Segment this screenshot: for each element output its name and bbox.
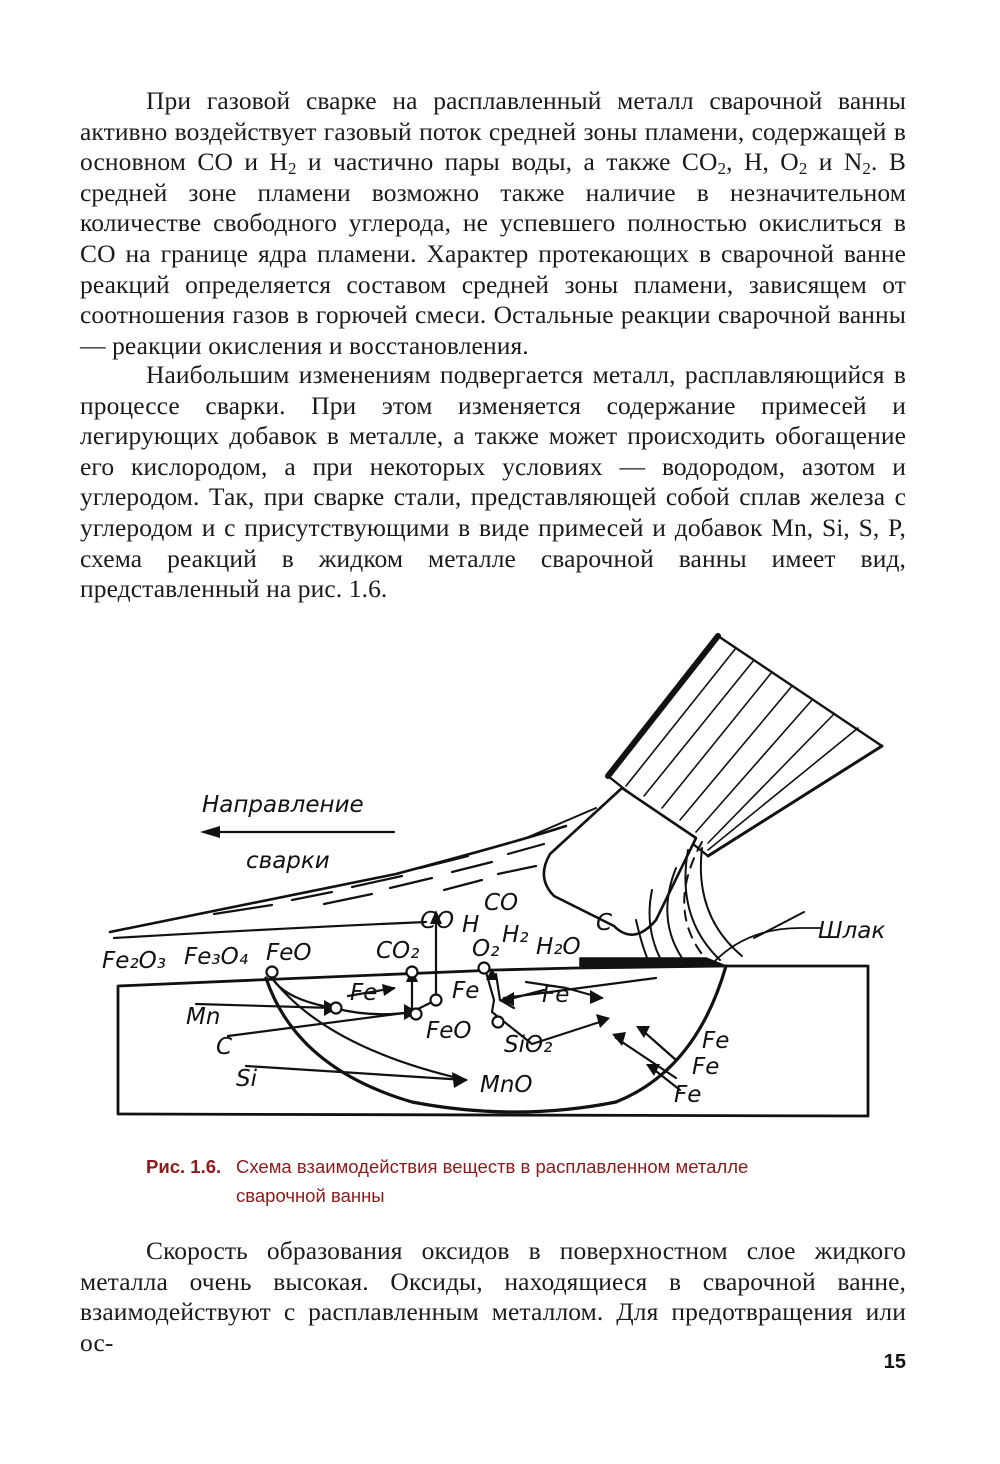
label-c-top: C xyxy=(596,910,613,936)
label-si: Si xyxy=(236,1066,257,1092)
p1-sub-2: 2 xyxy=(717,159,727,179)
label-fe-r3: Fe xyxy=(674,1082,702,1108)
paragraph-metal-changes: Наибольшим изменениям подвергается металл, расплавляющийся в процессе сварки. При этом изменяется содержание примесей и легирующих добавок в металле, а также может происходить обогащение его кислородом, а при некоторых условиях — водородом, азотом и углеродом. Так, при сварке стали, представляющей собой сплав железа с углеродом и с присутствующими в виде примесей и добавок Mn, Si, S, P, схема реакций в жидком металле сварочной ванны имеет вид, представленный на рис. 1.6. xyxy=(80,360,906,604)
p1-text-5: . В средней зоне пламени возможно также наличие в незначительном количестве свободного углерода, не успевшего полностью окислиться в CO на границе ядра пламени. Характер протекающих в сварочной ванне реакций определяется составом средней зоны пламени, зависящем от соотношения газов в горючей смеси. Остальные реакции сварочной ванны — реакции окисления и восстановления. xyxy=(80,147,906,360)
p1-text-3: , H, O xyxy=(726,147,799,177)
slag-leader xyxy=(712,928,820,964)
label-sio2: SiO₂ xyxy=(504,1032,553,1058)
label-mno: MnO xyxy=(480,1072,533,1098)
paragraph-oxides: Скорость образования оксидов в поверхностном слое жидкого металла очень высокая. Оксиды, находящиеся в сварочной ванне, взаимодействуют с расплавленным металлом. Для предотвращения или ос- xyxy=(80,1236,906,1357)
label-direction-2: сварки xyxy=(246,848,330,874)
label-co2: CO₂ xyxy=(376,938,420,964)
label-h2: H₂ xyxy=(502,922,529,948)
caption-text: Схема взаимодействия веществ в расплавленном металле сварочной ванны xyxy=(236,1156,749,1206)
label-o2: O₂ xyxy=(472,936,500,962)
p1-sub-4: 2 xyxy=(862,159,872,179)
label-feo-top: FeO xyxy=(266,940,312,966)
p1-text-2: и частично пары воды, а также CO xyxy=(296,147,718,177)
label-fe-3: Fe xyxy=(542,982,570,1008)
p1-text-4: и N xyxy=(807,147,863,177)
label-co-a: CO xyxy=(420,908,455,934)
direction-arrow xyxy=(200,826,394,838)
label-fe-r2: Fe xyxy=(692,1054,720,1080)
p1-text-1: При газовой сварке на расплавленный металл сварочной ванны активно воздействует газовый поток средней зоны пламени, содержащей в основном CO и H xyxy=(80,86,906,177)
label-feo-mid: FeO xyxy=(426,1018,472,1044)
paragraph-gas-welding xyxy=(80,86,906,361)
label-fe3o4: Fe₃O₄ xyxy=(184,944,248,970)
torch xyxy=(544,636,882,935)
label-fe-2: Fe xyxy=(452,978,480,1004)
label-fe2o3: Fe₂O₃ xyxy=(102,948,166,974)
label-co-b: CO xyxy=(484,890,519,916)
caption-label: Рис. 1.6. xyxy=(146,1156,222,1177)
weld-pool-diagram xyxy=(96,628,916,1138)
label-h: H xyxy=(462,912,480,938)
p1-sub-1: 2 xyxy=(287,159,297,179)
p1-sub-3: 2 xyxy=(798,159,808,179)
label-direction-1: Направление xyxy=(202,792,364,818)
label-mn: Mn xyxy=(186,1004,221,1030)
figure-weld-pool-diagram xyxy=(96,628,916,1138)
label-c-left: C xyxy=(216,1034,233,1060)
label-slag: Шлак xyxy=(818,918,886,944)
label-h2o: H₂O xyxy=(536,934,581,960)
label-fe-r1: Fe xyxy=(702,1028,730,1054)
page-number: 15 xyxy=(883,1351,906,1373)
label-fe-1: Fe xyxy=(350,980,378,1006)
